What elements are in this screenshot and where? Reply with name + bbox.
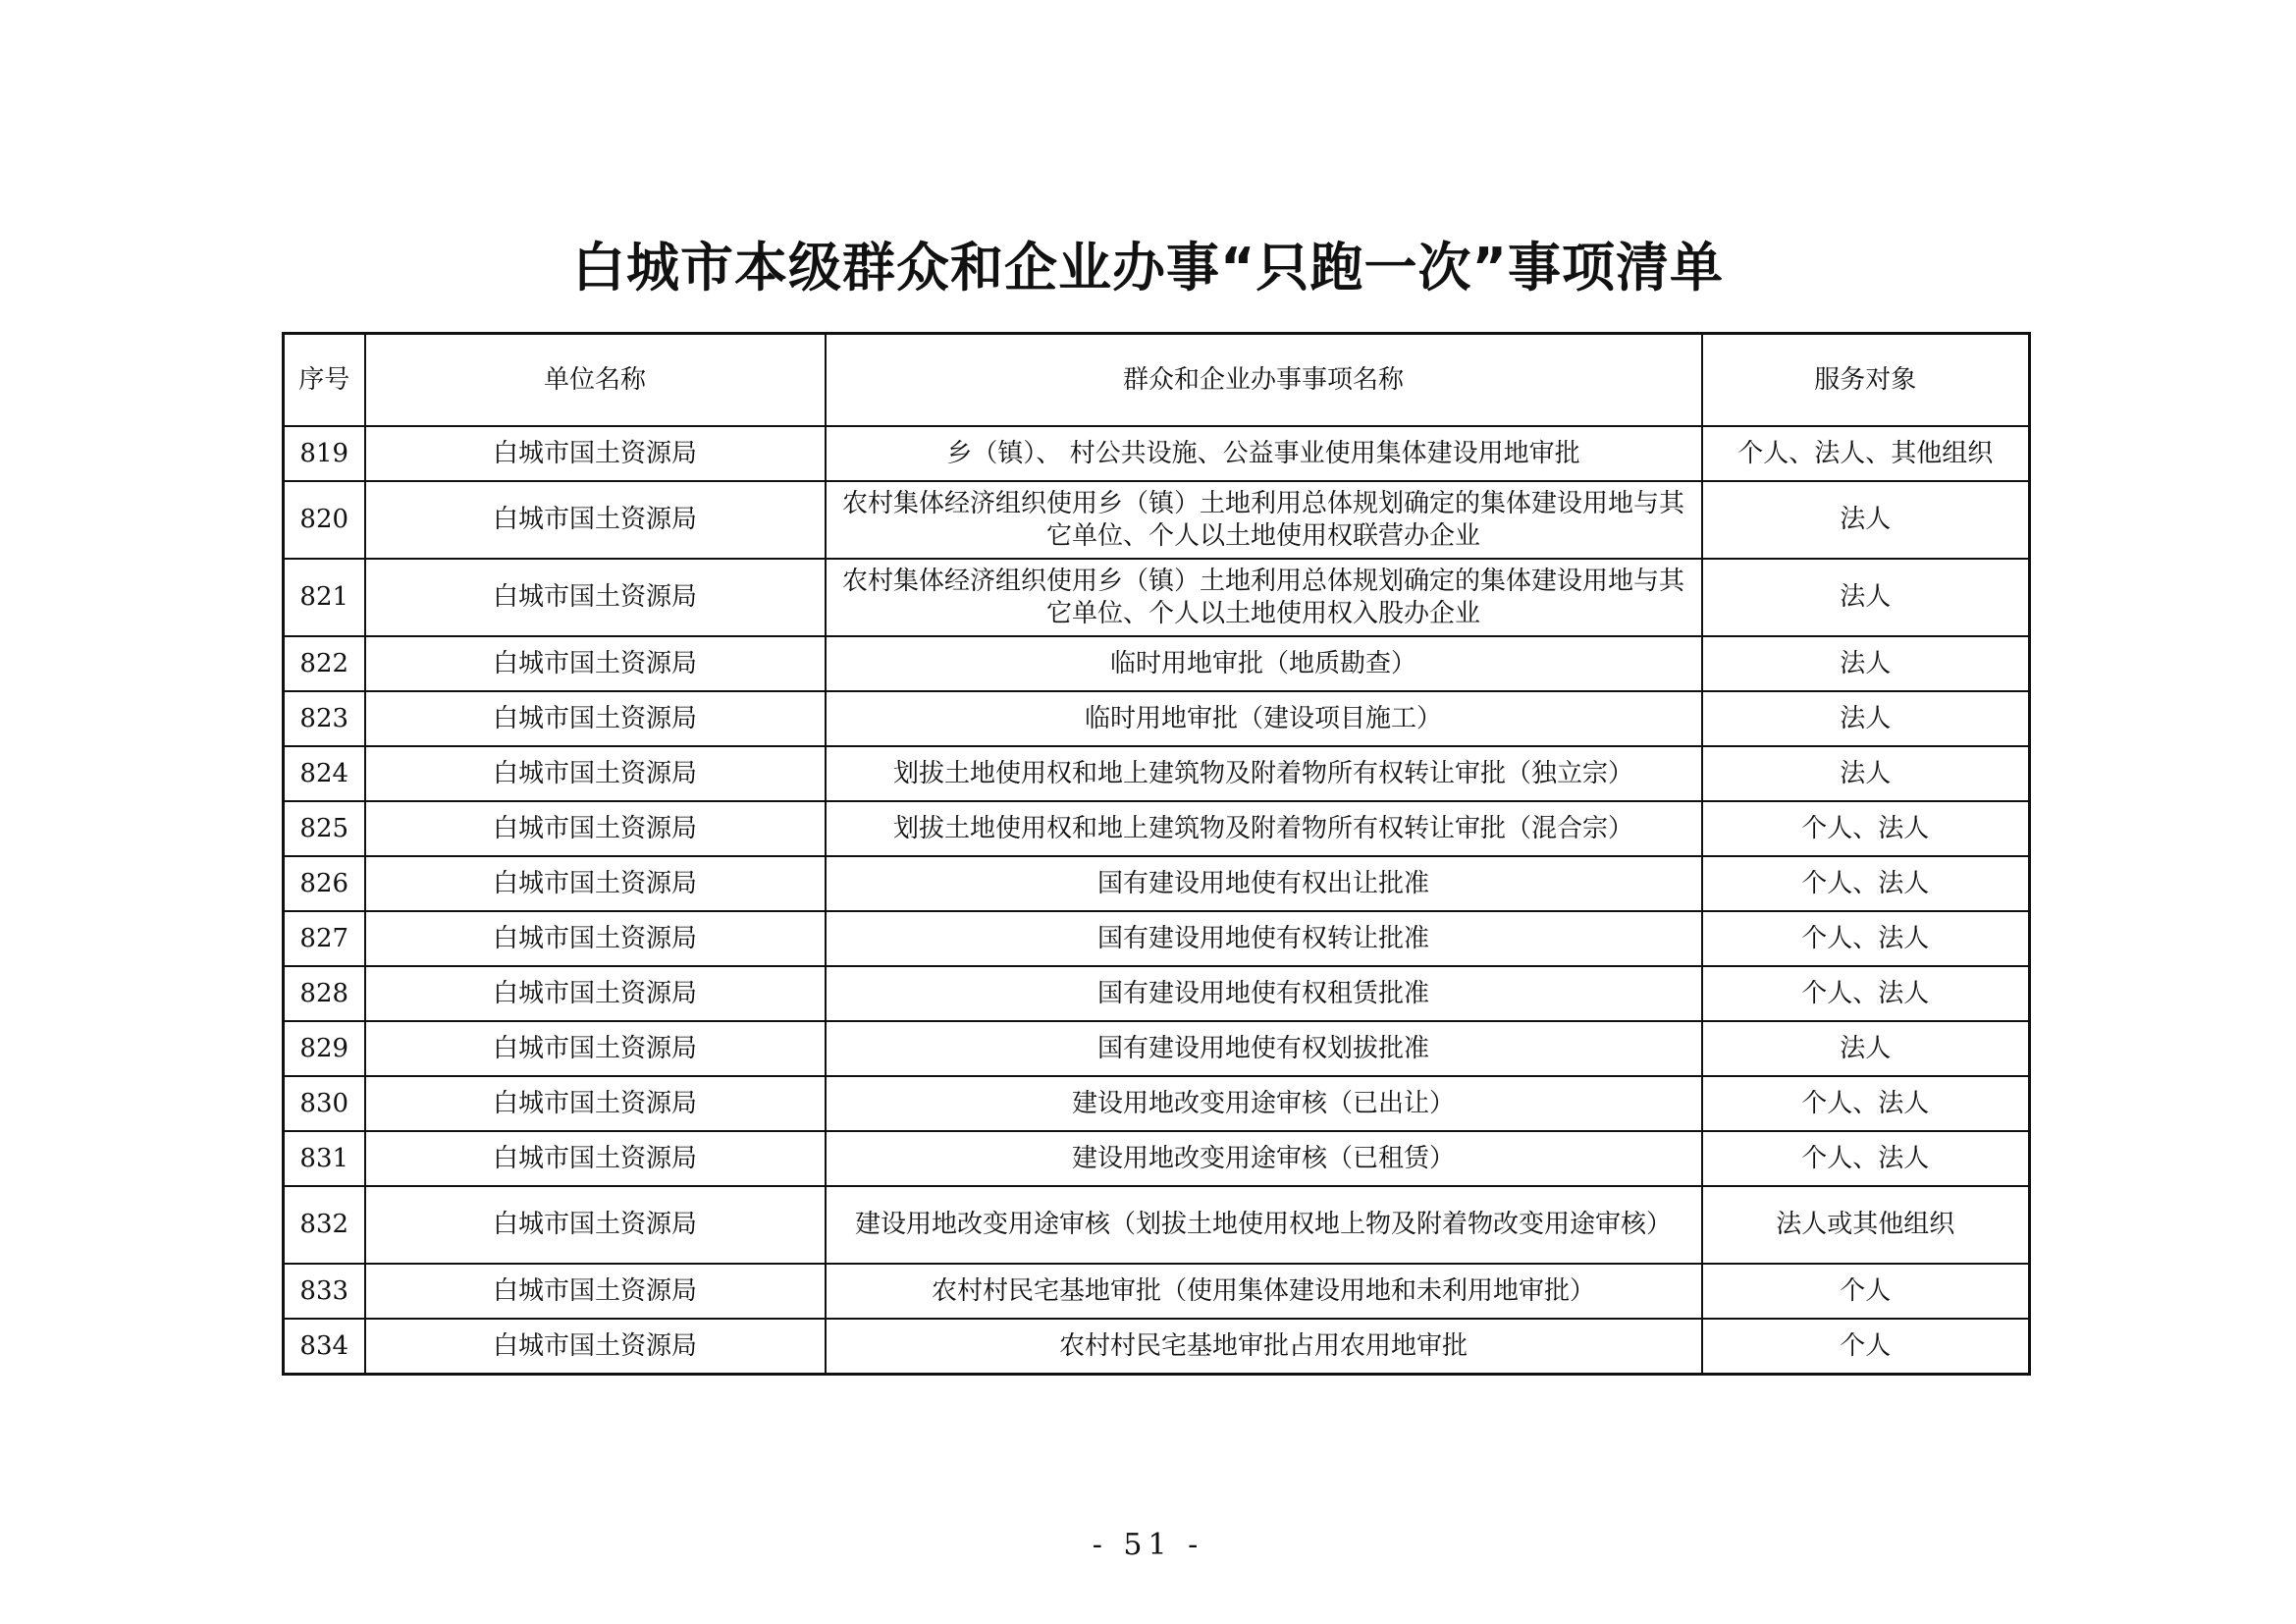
row-target: 个人、法人 [1702,801,2030,856]
row-number: 823 [284,691,365,746]
table-row [284,1131,2030,1186]
column-header-unit: 单位名称 [365,334,826,427]
row-item: 国有建设用地使有权转让批准 [826,911,1702,966]
row-number: 824 [284,746,365,801]
row-number: 819 [284,426,365,481]
row-item: 农村集体经济组织使用乡（镇）土地利用总体规划确定的集体建设用地与其它单位、个人以土地使用权联营办企业 [826,481,1702,559]
row-item: 农村村民宅基地审批占用农用地审批 [826,1319,1702,1375]
table-row [284,856,2030,911]
table-row [284,1264,2030,1319]
row-target: 个人、法人 [1702,1131,2030,1186]
table-row [284,801,2030,856]
row-number: 830 [284,1076,365,1131]
row-item: 建设用地改变用途审核（已租赁） [826,1131,1702,1186]
table-row [284,1021,2030,1076]
row-target: 法人 [1702,691,2030,746]
row-item: 乡（镇）、 村公共设施、公益事业使用集体建设用地审批 [826,426,1702,481]
row-unit: 白城市国土资源局 [365,636,826,691]
row-target: 个人、法人 [1702,1076,2030,1131]
row-target: 个人、法人 [1702,966,2030,1021]
table-header-row [284,334,2030,427]
row-unit: 白城市国土资源局 [365,1264,826,1319]
row-target: 法人 [1702,636,2030,691]
table-row [284,911,2030,966]
row-unit: 白城市国土资源局 [365,1131,826,1186]
row-number: 826 [284,856,365,911]
table-row [284,481,2030,559]
row-number: 832 [284,1186,365,1264]
row-target: 法人 [1702,481,2030,559]
row-unit: 白城市国土资源局 [365,1076,826,1131]
row-number: 827 [284,911,365,966]
row-number: 834 [284,1319,365,1375]
row-target: 个人、法人 [1702,911,2030,966]
row-item: 农村集体经济组织使用乡（镇）土地利用总体规划确定的集体建设用地与其它单位、个人以土地使用权入股办企业 [826,559,1702,636]
page-number: - 51 - [1092,1528,1204,1562]
table-row [284,426,2030,481]
row-unit: 白城市国土资源局 [365,559,826,636]
table-row [284,966,2030,1021]
column-header-item: 群众和企业办事事项名称 [826,334,1702,427]
row-unit: 白城市国土资源局 [365,481,826,559]
row-item: 国有建设用地使有权租赁批准 [826,966,1702,1021]
column-header-no: 序号 [284,334,365,427]
row-target: 个人 [1702,1319,2030,1375]
column-header-target: 服务对象 [1702,334,2030,427]
row-number: 829 [284,1021,365,1076]
row-target: 个人、法人 [1702,856,2030,911]
row-item: 农村村民宅基地审批（使用集体建设用地和未利用地审批） [826,1264,1702,1319]
table-row [284,559,2030,636]
row-target: 法人或其他组织 [1702,1186,2030,1264]
row-unit: 白城市国土资源局 [365,426,826,481]
row-number: 822 [284,636,365,691]
table-row [284,746,2030,801]
row-unit: 白城市国土资源局 [365,1021,826,1076]
row-unit: 白城市国土资源局 [365,746,826,801]
row-item: 划拔土地使用权和地上建筑物及附着物所有权转让审批（混合宗） [826,801,1702,856]
row-number: 828 [284,966,365,1021]
row-unit: 白城市国土资源局 [365,801,826,856]
row-unit: 白城市国土资源局 [365,691,826,746]
row-item: 划拔土地使用权和地上建筑物及附着物所有权转让审批（独立宗） [826,746,1702,801]
table-row [284,1076,2030,1131]
row-item: 临时用地审批（建设项目施工） [826,691,1702,746]
row-number: 820 [284,481,365,559]
row-number: 825 [284,801,365,856]
row-target: 个人 [1702,1264,2030,1319]
row-target: 法人 [1702,559,2030,636]
table-row [284,1319,2030,1375]
row-target: 法人 [1702,746,2030,801]
table-row [284,691,2030,746]
row-item: 建设用地改变用途审核（划拔土地使用权地上物及附着物改变用途审核） [826,1186,1702,1264]
row-item: 临时用地审批（地质勘查） [826,636,1702,691]
row-target: 个人、法人、其他组织 [1702,426,2030,481]
row-target: 法人 [1702,1021,2030,1076]
row-unit: 白城市国土资源局 [365,856,826,911]
row-number: 821 [284,559,365,636]
table-row [284,636,2030,691]
row-unit: 白城市国土资源局 [365,1319,826,1375]
row-item: 国有建设用地使有权出让批准 [826,856,1702,911]
table-row [284,1186,2030,1264]
row-unit: 白城市国土资源局 [365,1186,826,1264]
row-unit: 白城市国土资源局 [365,911,826,966]
row-item: 建设用地改变用途审核（已出让） [826,1076,1702,1131]
row-item: 国有建设用地使有权划拔批准 [826,1021,1702,1076]
row-number: 833 [284,1264,365,1319]
page-title: 白城市本级群众和企业办事“只跑一次”事项清单 [572,237,1724,298]
row-unit: 白城市国土资源局 [365,966,826,1021]
items-table [282,332,2031,1376]
row-number: 831 [284,1131,365,1186]
